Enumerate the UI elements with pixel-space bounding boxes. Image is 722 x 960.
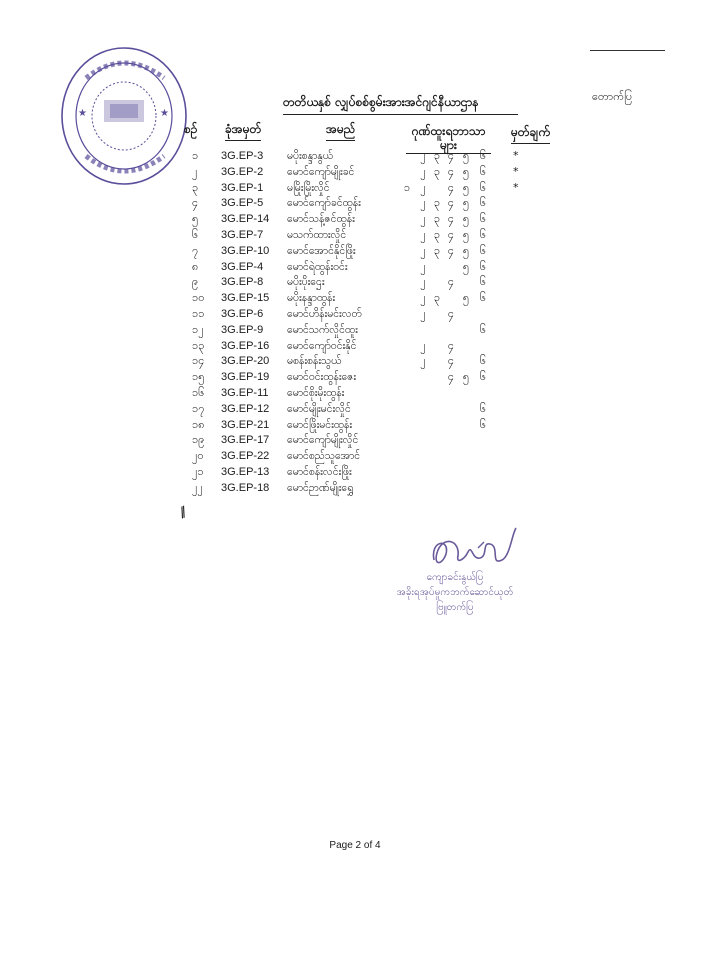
- roll-number: 3G.EP-7: [221, 229, 264, 241]
- row-number: ၁၀: [192, 291, 205, 305]
- subject-mark: ၅: [462, 243, 470, 257]
- table-row: [0, 274, 722, 290]
- subject-mark: ၆: [479, 322, 487, 336]
- table-row: [0, 369, 722, 385]
- subject-mark: ၃: [433, 212, 441, 226]
- student-name: မောင်ဝင်းထွန်းဇေး: [287, 371, 357, 384]
- subject-mark: ၃: [433, 164, 441, 178]
- subject-mark: ၆: [479, 212, 487, 226]
- top-rule: [590, 50, 665, 51]
- row-number: ၆: [192, 228, 199, 241]
- roll-number: 3G.EP-22: [221, 450, 270, 463]
- subject-mark: ၂: [420, 212, 426, 226]
- subject-mark: ၆: [479, 164, 487, 178]
- page-footer: Page 2 of 4: [329, 840, 381, 851]
- student-name: မောင်ဉာဏ်မျိုးရွှေ: [287, 481, 354, 494]
- row-number: ၂: [192, 164, 198, 178]
- table-row: [0, 448, 722, 464]
- roll-number: 3G.EP-6: [221, 308, 264, 320]
- row-number: ၁၁: [192, 307, 205, 320]
- student-name: မစန်းစန်းသွယ်: [287, 355, 342, 368]
- document-title: တတိယနှစ် လျှပ်စစ်စွမ်းအားအင်ဂျင်နီယာဌာန: [283, 94, 518, 115]
- table-row: [0, 464, 722, 480]
- row-number: ၂၀: [192, 449, 204, 463]
- student-name: မောင်သက်လှိုင်ထူး: [287, 323, 358, 336]
- subject-mark: ၂: [420, 149, 426, 162]
- student-name: မောင်စည်သူအောင်: [287, 450, 361, 463]
- table-row: [0, 148, 722, 164]
- subject-mark: ၆: [479, 196, 487, 210]
- student-name: မောင်ကျော်ဝင်းနိုင်: [287, 339, 357, 352]
- table-row: [0, 322, 722, 338]
- subject-mark: ၄: [447, 180, 455, 194]
- subject-mark: ၆: [479, 370, 487, 384]
- roll-number: 3G.EP-21: [221, 418, 270, 431]
- subject-mark: ၂: [420, 275, 426, 289]
- table-row: [0, 290, 722, 306]
- row-number: ၁၉: [192, 433, 205, 447]
- subject-mark: ၂: [420, 196, 426, 210]
- roll-number: 3G.EP-2: [221, 165, 264, 178]
- table-row: [0, 480, 722, 496]
- roll-number: 3G.EP-14: [221, 213, 270, 226]
- student-name: မသက်ထားလှိုင်: [287, 229, 347, 241]
- table-row: [0, 306, 722, 322]
- subject-mark: ၂: [420, 228, 426, 241]
- row-number: ၁: [192, 149, 199, 162]
- student-name: မောင်ဖြိုးမင်းထွန်း: [287, 418, 353, 431]
- subject-mark: ၅: [462, 370, 470, 384]
- student-name: မောင်မျိုးမင်းလှိုင်: [287, 402, 351, 415]
- subject-mark: ၂: [420, 164, 426, 178]
- svg-text:★: ★: [160, 108, 169, 119]
- subject-mark: ၂: [420, 259, 426, 273]
- subject-mark: ၅: [462, 180, 470, 194]
- row-number: ၁၇: [192, 401, 205, 415]
- subject-mark: ၅: [462, 291, 470, 305]
- remark-star: *: [513, 149, 519, 162]
- subject-mark: ၆: [479, 354, 487, 368]
- subject-mark: ၂: [420, 338, 426, 352]
- subject-mark: ၄: [447, 164, 455, 178]
- subject-mark: ၆: [479, 228, 487, 241]
- subject-mark: ၄: [447, 338, 455, 352]
- subject-mark: ၂: [420, 180, 426, 194]
- subject-mark: ၂: [420, 243, 426, 257]
- table-row: [0, 211, 722, 227]
- table-row: [0, 353, 722, 369]
- remark-star: *: [513, 164, 519, 178]
- roll-number: 3G.EP-4: [221, 260, 264, 273]
- end-mark: //: [177, 504, 187, 522]
- subject-mark: ၅: [462, 164, 470, 178]
- roll-number: 3G.EP-10: [221, 244, 270, 257]
- student-name: မောင်ကျော်မျိုးလှိုင်: [287, 434, 359, 447]
- col-header-no: စဉ်: [184, 122, 198, 136]
- roll-number: 3G.EP-3: [221, 150, 264, 162]
- subject-mark: ၄: [447, 228, 455, 241]
- student-name: မောင်ကျော်မျိုးခင်: [287, 165, 355, 178]
- subject-mark: ၄: [447, 275, 455, 289]
- subject-mark: ၅: [462, 228, 470, 241]
- row-number: ၁၆: [192, 386, 205, 399]
- table-row: [0, 432, 722, 448]
- student-name: မပိုးပိုးဌေး: [287, 276, 325, 289]
- remark-star: *: [513, 180, 519, 194]
- subject-mark: ၅: [462, 212, 470, 226]
- subject-mark: ၄: [447, 307, 455, 320]
- table-row: [0, 259, 722, 275]
- col-header-remark: မှတ်ချက်: [511, 124, 550, 144]
- subject-mark: ၁: [403, 180, 411, 194]
- table-row: [0, 195, 722, 211]
- student-name: မောင်ကျော်ခင်ထွန်း: [287, 197, 361, 210]
- roll-number: 3G.EP-16: [221, 339, 270, 352]
- subject-mark: ၆: [479, 180, 487, 194]
- subject-mark: ၄: [447, 196, 455, 210]
- roll-number: 3G.EP-17: [221, 434, 270, 447]
- subject-mark: ၂: [420, 354, 426, 368]
- subject-mark: ၅: [462, 259, 470, 273]
- student-name: မောင်စန်းလင်းဖြိုး: [287, 466, 352, 478]
- signature-line-3: ဗြူတက်ပြ: [436, 602, 474, 613]
- subject-mark: ၄: [447, 370, 455, 384]
- student-name: မောင်စိုးမိုးထွန်း: [287, 387, 345, 399]
- subject-mark: ၆: [479, 417, 487, 431]
- signature-line-1: ကျောခင်းနွယ်ပြ: [426, 572, 484, 583]
- row-number: ၁၈: [192, 417, 205, 431]
- table-row: [0, 401, 722, 417]
- student-name: မပိုးနန္ဒာထွန်း: [287, 292, 336, 305]
- subject-mark: ၆: [479, 291, 487, 305]
- row-number: ၃: [192, 180, 199, 194]
- row-number: ၁၃: [192, 338, 205, 352]
- roll-number: 3G.EP-5: [221, 197, 264, 210]
- subject-mark: ၄: [447, 212, 455, 226]
- col-header-subjects: ဂုဏ်ထူးရဘာသာ များ: [406, 124, 491, 154]
- row-number: ၅: [192, 212, 199, 226]
- roll-number: 3G.EP-13: [221, 466, 270, 478]
- roll-number: 3G.EP-1: [221, 181, 264, 194]
- row-number: ၁၅: [192, 370, 205, 384]
- subject-mark: ၃: [433, 196, 441, 210]
- subject-mark: ၄: [447, 354, 455, 368]
- roll-number: 3G.EP-18: [221, 481, 270, 494]
- row-number: ၁၂: [192, 322, 204, 336]
- svg-text:★: ★: [78, 108, 87, 119]
- row-number: ၁၄: [192, 354, 205, 368]
- subject-mark: ၅: [462, 149, 470, 162]
- col-header-name: အမည်: [326, 121, 355, 141]
- roll-number: 3G.EP-11: [221, 387, 269, 399]
- subject-mark: ၆: [479, 259, 487, 273]
- subject-mark: ၄: [447, 243, 455, 257]
- roll-number: 3G.EP-20: [221, 355, 270, 368]
- row-number: ၂၁: [192, 465, 204, 478]
- table-row: [0, 180, 722, 196]
- table-row: [0, 338, 722, 354]
- roll-number: 3G.EP-12: [221, 402, 270, 415]
- student-name: မောင်ရဲထွန်းဝင်း: [287, 260, 348, 273]
- table-row: [0, 385, 722, 401]
- roll-number: 3G.EP-8: [221, 276, 264, 289]
- row-number: ၇: [192, 243, 199, 257]
- table-row: [0, 243, 722, 259]
- student-name: မပိုးစန္ဒာနွယ်: [287, 150, 333, 162]
- student-name: မောင်အောင်နိုင်ဖြိုး: [287, 244, 356, 257]
- row-number: ၄: [192, 196, 199, 210]
- subject-mark: ၄: [447, 149, 455, 162]
- col-header-roll: ခုံအမှတ်: [225, 121, 261, 141]
- row-number: ၂၂: [192, 480, 203, 494]
- table-row: [0, 417, 722, 433]
- subject-mark: ၃: [433, 228, 441, 241]
- top-right-label: တောက်ပြ: [592, 90, 633, 103]
- subject-mark: ၂: [420, 307, 426, 320]
- table-row: [0, 164, 722, 180]
- student-name: မောင်ဟိန်းမင်းလတ်: [287, 308, 362, 320]
- row-number: ၉: [192, 275, 199, 289]
- subject-mark: ၃: [433, 149, 441, 162]
- roll-number: 3G.EP-15: [221, 292, 270, 305]
- subject-mark: ၂: [420, 291, 426, 305]
- subject-mark: ၆: [479, 243, 487, 257]
- subject-mark: ၃: [433, 291, 441, 305]
- roll-number: 3G.EP-19: [221, 371, 270, 384]
- row-number: ၈: [192, 259, 199, 273]
- subject-mark: ၃: [433, 243, 441, 257]
- subject-mark: ၆: [479, 275, 487, 289]
- subject-mark: ၅: [462, 196, 470, 210]
- signature-block: [380, 570, 530, 615]
- subject-mark: ၆: [479, 401, 487, 415]
- subject-mark: ၆: [479, 149, 487, 162]
- signature-line-2: အခိုးရအုပ်မှုကဘက်ဆောင်ယုတ်: [396, 587, 514, 598]
- table-row: [0, 227, 722, 243]
- roll-number: 3G.EP-9: [221, 323, 264, 336]
- student-name: မမြိုးမြိုးလှိုင်: [287, 181, 330, 194]
- student-name: မောင်သန့်ဇင်ထွန်း: [287, 213, 355, 226]
